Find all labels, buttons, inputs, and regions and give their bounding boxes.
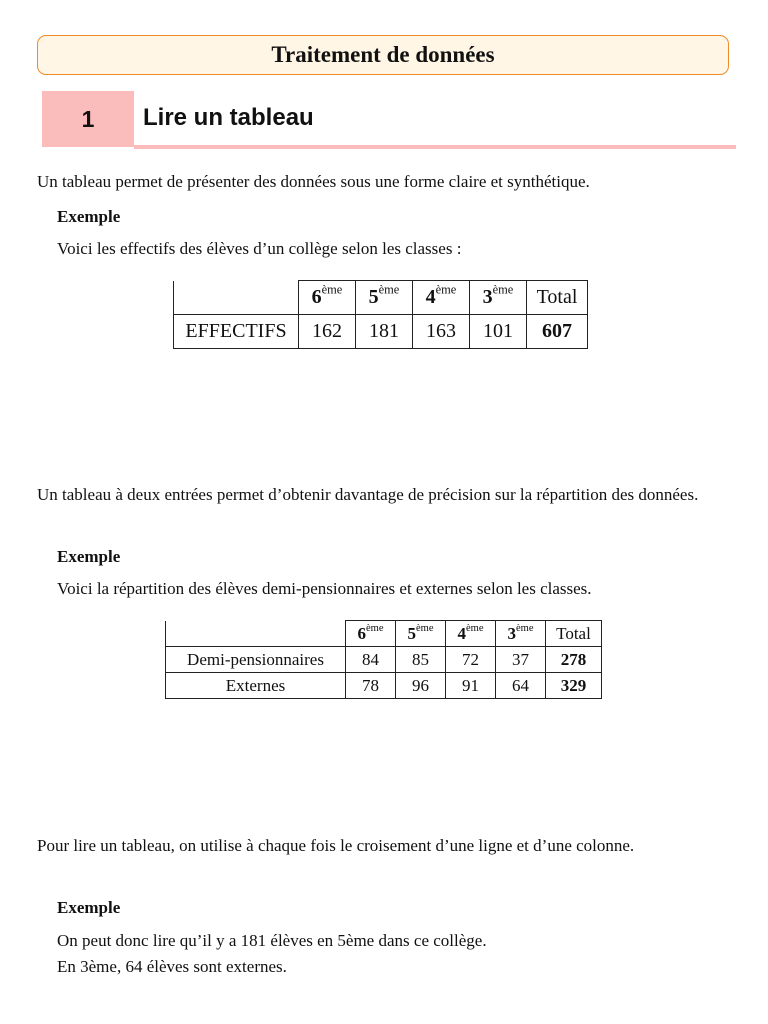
header-cell-5eme <box>396 621 446 647</box>
header-grade: 6 <box>311 286 322 308</box>
table-total-cell: 607 <box>527 315 588 349</box>
header-suffix: ème <box>321 282 343 297</box>
header-cell-total: Total <box>527 281 588 315</box>
header-cell-6eme <box>346 621 396 647</box>
table-cell: 85 <box>396 647 446 673</box>
repartition-table <box>165 620 602 699</box>
table-cell: 91 <box>446 673 496 699</box>
row-label: Demi-pensionnaires <box>166 647 346 673</box>
header-cell-3eme <box>470 281 527 315</box>
header-suffix: ème <box>465 622 484 634</box>
table-cell: 84 <box>346 647 396 673</box>
header-cell-3eme <box>496 621 546 647</box>
table-cell: 181 <box>356 315 413 349</box>
row-label: EFFECTIFS <box>174 315 299 349</box>
table-cell: 37 <box>496 647 546 673</box>
page-title: Traitement de données <box>37 35 729 75</box>
header-cell-4eme <box>446 621 496 647</box>
header-cell-total: Total <box>546 621 602 647</box>
header-suffix: ème <box>378 282 400 297</box>
effectifs-table <box>173 280 588 349</box>
example-3-line-1: On peut donc lire qu’il y a 181 élèves en 5ème dans ce collège. <box>57 931 487 950</box>
intro-paragraph-2: Un tableau à deux entrées permet d’obtenir davantage de précision sur la répartition des données. <box>37 485 699 504</box>
table-cell: 72 <box>446 647 496 673</box>
intro-paragraph-1: Un tableau permet de présenter des données sous une forme claire et synthétique. <box>37 172 590 191</box>
table-row <box>166 673 602 699</box>
header-suffix: ème <box>435 282 457 297</box>
table-cell: 163 <box>413 315 470 349</box>
table-header-row <box>174 281 588 315</box>
example-1-label: Exemple <box>57 207 121 226</box>
header-cell-5eme <box>356 281 413 315</box>
section-header <box>42 91 736 151</box>
example-2-text: Voici la répartition des élèves demi-pensionnaires et externes selon les classes. <box>57 579 592 598</box>
table-total-cell: 278 <box>546 647 602 673</box>
example-3-label: Exemple <box>57 898 121 917</box>
table-cell: 78 <box>346 673 396 699</box>
table-row <box>166 647 602 673</box>
table-cell: 96 <box>396 673 446 699</box>
header-suffix: ème <box>515 622 534 634</box>
header-grade: 5 <box>368 286 379 308</box>
header-grade: 3 <box>507 623 516 643</box>
row-label: Externes <box>166 673 346 699</box>
section-underline <box>134 145 736 149</box>
table-total-cell: 329 <box>546 673 602 699</box>
table-corner-cell <box>166 621 346 647</box>
header-cell-4eme <box>413 281 470 315</box>
header-cell-6eme <box>299 281 356 315</box>
header-grade: 3 <box>482 286 493 308</box>
header-grade: 5 <box>407 623 416 643</box>
intro-paragraph-3: Pour lire un tableau, on utilise à chaque fois le croisement d’une ligne et d’une colonne. <box>37 836 635 855</box>
table-cell: 162 <box>299 315 356 349</box>
header-suffix: ème <box>365 622 384 634</box>
header-grade: 4 <box>457 623 466 643</box>
table-header-row <box>166 621 602 647</box>
example-2-label: Exemple <box>57 547 121 566</box>
header-suffix: ème <box>492 282 514 297</box>
header-grade: 4 <box>425 286 436 308</box>
section-number: 1 <box>42 91 134 147</box>
example-3-line-2: En 3ème, 64 élèves sont externes. <box>57 957 287 976</box>
table-row <box>174 315 588 349</box>
table-corner-cell <box>174 281 299 315</box>
example-1-text: Voici les effectifs des élèves d’un collège selon les classes : <box>57 239 462 258</box>
header-suffix: ème <box>415 622 434 634</box>
header-grade: 6 <box>357 623 366 643</box>
section-title: Lire un tableau <box>143 104 314 131</box>
table-cell: 101 <box>470 315 527 349</box>
table-cell: 64 <box>496 673 546 699</box>
